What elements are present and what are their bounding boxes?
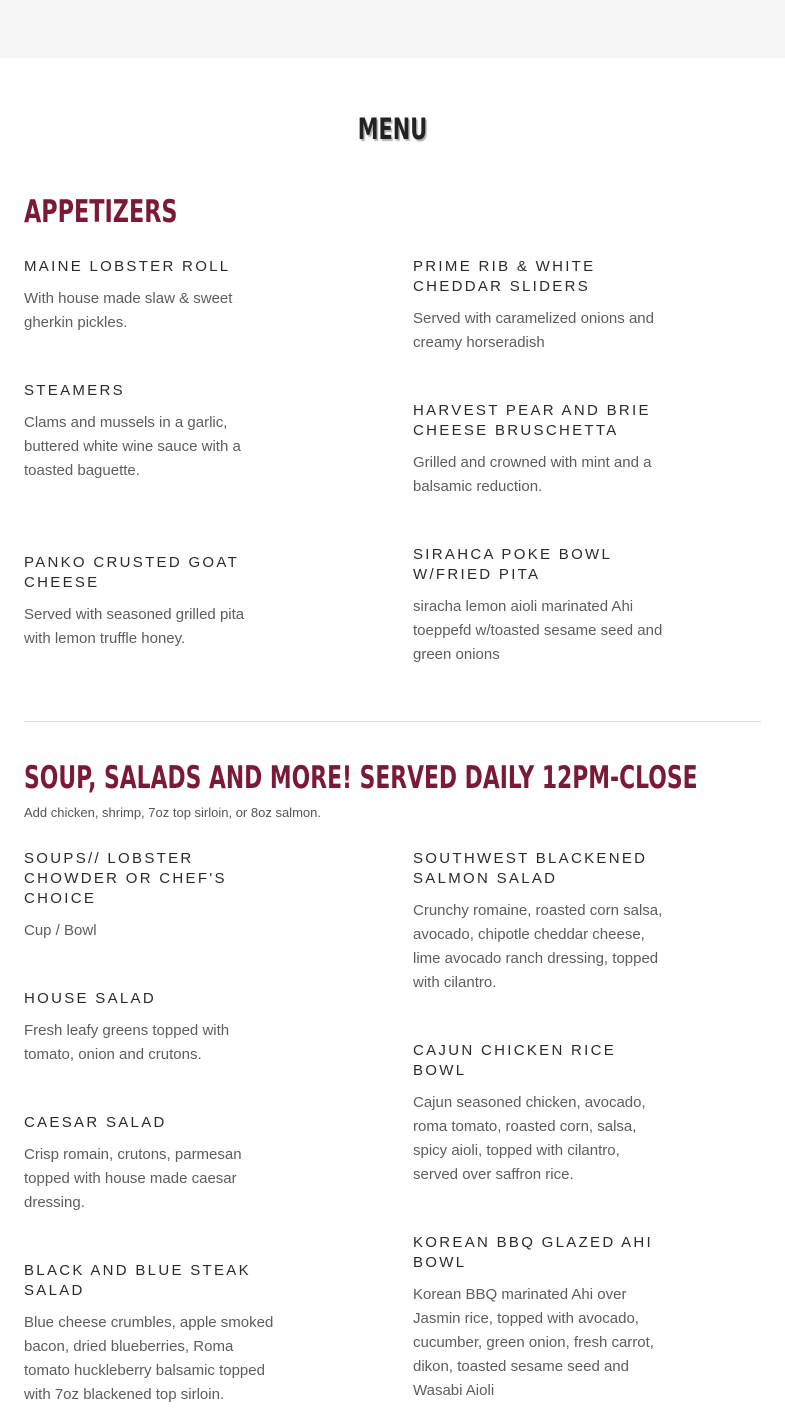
menu-item-name: CAESAR SALAD: [24, 1114, 167, 1131]
menu-item-name: BLACK AND BLUE STEAK SALAD: [24, 1262, 251, 1299]
menu-item-description: Fresh leafy greens topped with tomato, onion and crutons.: [24, 1022, 230, 1063]
menu-item: [24, 849, 274, 943]
menu-item: [413, 257, 663, 355]
menu-item-name: HOUSE SALAD: [24, 990, 156, 1007]
menu-item: [413, 849, 663, 995]
menu-item-name: CAJUN CHICKEN RICE BOWL: [413, 1042, 617, 1079]
menu-item: [413, 401, 663, 499]
section-divider: [24, 721, 761, 722]
menu-item-name: SIRAHCA POKE BOWL W/FRIED PITA: [413, 546, 612, 583]
menu-item: [24, 257, 274, 335]
menu-item-name: MAINE LOBSTER ROLL: [24, 258, 231, 275]
menu-item-description: Crunchy romaine, roasted corn salsa, avocado, chipotle cheddar cheese, lime avocado ranch dressing, topped with cilantro.: [413, 902, 663, 991]
menu-item: [24, 1261, 274, 1407]
menu-item-description: Grilled and crowned with mint and a balsamic reduction.: [413, 454, 652, 495]
top-bar: [0, 0, 785, 58]
menu-item-description: Crisp romain, crutons, parmesan topped with house made caesar dressing.: [24, 1146, 242, 1211]
menu-item-name: PANKO CRUSTED GOAT CHEESE: [24, 554, 239, 591]
menu-item-description: Clams and mussels in a garlic, buttered white wine sauce with a toasted baguette.: [24, 414, 241, 479]
menu-item-description: With house made slaw & sweet gherkin pickles.: [24, 290, 233, 331]
menu-item-description: Cup / Bowl: [24, 922, 97, 939]
menu-item: [413, 1233, 663, 1403]
menu-item-name: KOREAN BBQ GLAZED AHI BOWL: [413, 1234, 654, 1271]
menu-item: [413, 1041, 663, 1187]
section-heading-appetizers: APPETIZERS: [24, 194, 178, 230]
menu-item: [24, 553, 274, 651]
section-heading-soup-salads: SOUP, SALADS AND MORE! SERVED DAILY 12PM-CLOSE: [24, 760, 698, 796]
menu-item-description: Blue cheese crumbles, apple smoked bacon, dried blueberries, Roma tomato huckleberry balsamic topped with 7oz blackened top sirloin.: [24, 1314, 274, 1403]
menu-item: [24, 381, 274, 483]
menu-item-name: SOUTHWEST BLACKENED SALMON SALAD: [413, 850, 648, 887]
menu-item-name: PRIME RIB & WHITE CHEDDAR SLIDERS: [413, 258, 596, 295]
section-note: Add chicken, shrimp, 7oz top sirloin, or 8oz salmon.: [24, 805, 321, 820]
menu-item-description: Served with seasoned grilled pita with lemon truffle honey.: [24, 606, 245, 647]
menu-item-name: SOUPS// LOBSTER CHOWDER OR CHEF'S CHOICE: [24, 850, 227, 907]
menu-item-name: HARVEST PEAR AND BRIE CHEESE BRUSCHETTA: [413, 402, 651, 439]
menu-item: [413, 545, 663, 667]
menu-item-name: STEAMERS: [24, 382, 125, 399]
menu-item-description: Served with caramelized onions and creamy horseradish: [413, 310, 654, 351]
menu-item-description: siracha lemon aioli marinated Ahi toeppefd w/toasted sesame seed and green onions: [413, 598, 663, 663]
page-title: MENU: [357, 112, 428, 146]
menu-item-description: Cajun seasoned chicken, avocado, roma tomato, roasted corn, salsa, spicy aioli, topped with cilantro, served over saffron rice.: [413, 1094, 646, 1183]
menu-item: [24, 989, 274, 1067]
menu-item: [24, 1113, 274, 1215]
menu-item-description: Korean BBQ marinated Ahi over Jasmin rice, topped with avocado, cucumber, green onion, fresh carrot, dikon, toasted sesame seed and Wasabi Aioli: [413, 1286, 654, 1399]
